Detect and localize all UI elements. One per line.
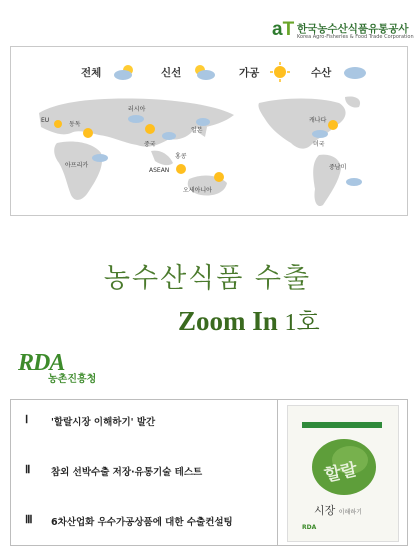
zoom-in-label: Zoom In bbox=[178, 306, 278, 336]
map-sun-icon bbox=[209, 171, 229, 183]
cover-header-bar bbox=[302, 422, 382, 428]
world-map-panel bbox=[10, 46, 408, 216]
place-china: 중국 bbox=[144, 141, 156, 148]
place-latin-america: 중남미 bbox=[329, 164, 347, 171]
issue-number: 1호 bbox=[284, 310, 320, 336]
cover-publisher-logo: RDA bbox=[302, 524, 317, 531]
rda-logo bbox=[18, 350, 138, 388]
cloud-sun-icon bbox=[191, 63, 219, 81]
place-eu: EU bbox=[41, 117, 50, 124]
legend-fresh: 신선 bbox=[161, 67, 182, 79]
newsletter-subtitle bbox=[178, 302, 320, 337]
map-sun-icon bbox=[79, 127, 97, 139]
map-sun-icon bbox=[171, 163, 191, 175]
place-usa: 미국 bbox=[313, 141, 325, 148]
contents-box bbox=[10, 399, 408, 546]
kati-name-korean: 한국농수산식품유통공사 bbox=[297, 23, 409, 35]
rda-name-korean: 농촌진흥청 bbox=[48, 374, 97, 385]
toc-text: 6차산업화 우수가공상품에 대한 수출컨설팅 bbox=[51, 517, 233, 528]
rda-mark: RDA bbox=[18, 350, 65, 376]
kati-name-english: Korea Agro-Fisheries & Food Trade Corporation bbox=[297, 34, 414, 40]
toc-text: '할랄시장 이해하기' 발간 bbox=[51, 417, 156, 428]
toc-item[interactable] bbox=[11, 463, 277, 483]
toc-numeral: Ⅲ bbox=[25, 514, 33, 526]
sun-icon bbox=[269, 62, 291, 82]
toc-numeral: Ⅰ bbox=[25, 414, 29, 426]
cover-subtitle: 시장 이해하기 bbox=[314, 504, 362, 517]
toc-divider bbox=[277, 400, 278, 545]
place-africa: 아프리카 bbox=[65, 162, 89, 169]
place-canada: 캐나다 bbox=[309, 117, 327, 124]
newsletter-title: 농수산식품 수출 bbox=[103, 263, 312, 294]
toc-item[interactable] bbox=[11, 513, 277, 533]
map-cloud-icon bbox=[91, 151, 109, 163]
map-sun-icon bbox=[141, 122, 159, 136]
cover-title: 할랄 bbox=[322, 459, 360, 487]
map-cloud-icon bbox=[345, 175, 363, 187]
legend-fishery: 수산 bbox=[311, 67, 332, 79]
cloud-sun-icon bbox=[111, 63, 139, 81]
toc-numeral: Ⅱ bbox=[25, 464, 31, 476]
weather-legend bbox=[11, 61, 407, 85]
place-east-germany: 동독 bbox=[69, 121, 81, 128]
cloud-icon bbox=[341, 64, 369, 80]
halal-book-cover bbox=[287, 405, 399, 542]
place-japan: 일본 bbox=[191, 127, 203, 134]
world-map bbox=[19, 93, 401, 215]
greenland-landmass bbox=[345, 96, 360, 107]
kati-logo-mark: aT bbox=[272, 19, 295, 40]
map-cloud-icon bbox=[195, 115, 211, 127]
kati-logo bbox=[272, 20, 412, 42]
place-asean: ASEAN bbox=[149, 167, 170, 174]
toc-text: 참외 선박수출 저장·유통기술 테스트 bbox=[51, 467, 203, 478]
legend-processed: 가공 bbox=[239, 67, 260, 79]
southeast-asia-landmass bbox=[151, 151, 173, 166]
place-russia: 러시아 bbox=[128, 106, 146, 113]
map-cloud-icon bbox=[311, 127, 329, 139]
place-hongkong: 홍콩 bbox=[175, 153, 187, 160]
legend-all: 전체 bbox=[81, 67, 102, 79]
map-cloud-icon bbox=[161, 129, 177, 141]
place-oceania: 오세아니아 bbox=[183, 187, 212, 194]
toc-item[interactable] bbox=[11, 413, 277, 433]
map-sun-icon bbox=[51, 119, 65, 129]
